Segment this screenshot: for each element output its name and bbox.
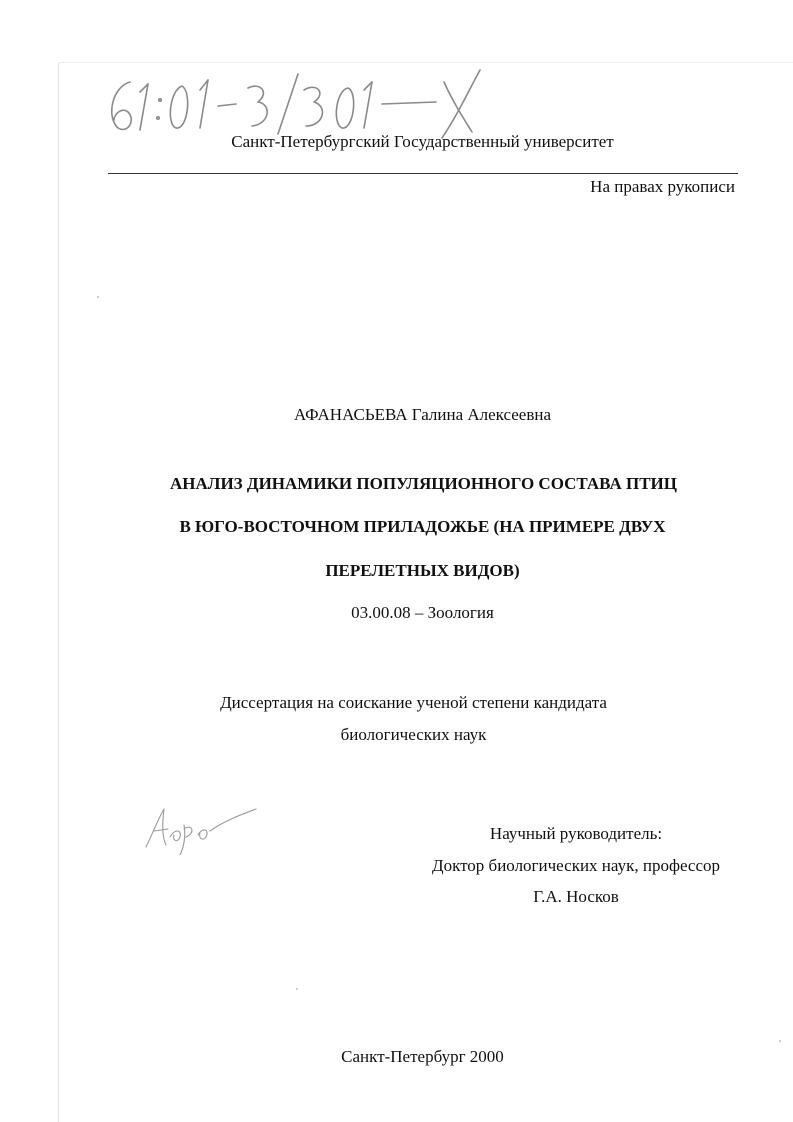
supervisor-degree: Доктор биологических наук, профессор bbox=[431, 856, 721, 875]
scan-edge-left bbox=[58, 62, 59, 1122]
city-and-year: Санкт-Петербург 2000 bbox=[341, 1047, 504, 1066]
scan-speck bbox=[97, 296, 99, 298]
header-divider bbox=[108, 173, 738, 174]
handwritten-archive-number bbox=[90, 62, 510, 142]
supervisor-label: Научный руководитель: bbox=[489, 824, 663, 843]
supervisor-name: Г.А. Носков bbox=[533, 887, 619, 906]
university-name: Санкт-Петербургский Государственный университет bbox=[231, 132, 614, 151]
author-name: АФАНАСЬЕВА Галина Алексеевна bbox=[293, 405, 552, 424]
scan-speck bbox=[296, 988, 298, 990]
specialty-code: 03.00.08 – Зоология bbox=[351, 603, 494, 622]
dissertation-statement-line-2: биологических наук bbox=[340, 725, 487, 744]
manuscript-rights-note: На правах рукописи bbox=[590, 177, 735, 196]
thesis-title-line-1: АНАЛИЗ ДИНАМИКИ ПОПУЛЯЦИОННОГО СОСТАВА ПТИЦ bbox=[170, 474, 677, 493]
thesis-title-line-2: В ЮГО-ВОСТОЧНОМ ПРИЛАДОЖЬЕ (НА ПРИМЕРЕ ДВУХ bbox=[179, 517, 666, 536]
handwritten-signature bbox=[140, 795, 260, 855]
scan-speck bbox=[779, 1040, 781, 1042]
dissertation-statement-line-1: Диссертация на соискание ученой степени кандидата bbox=[220, 693, 607, 712]
thesis-title-line-3: ПЕРЕЛЕТНЫХ ВИДОВ) bbox=[325, 561, 520, 580]
